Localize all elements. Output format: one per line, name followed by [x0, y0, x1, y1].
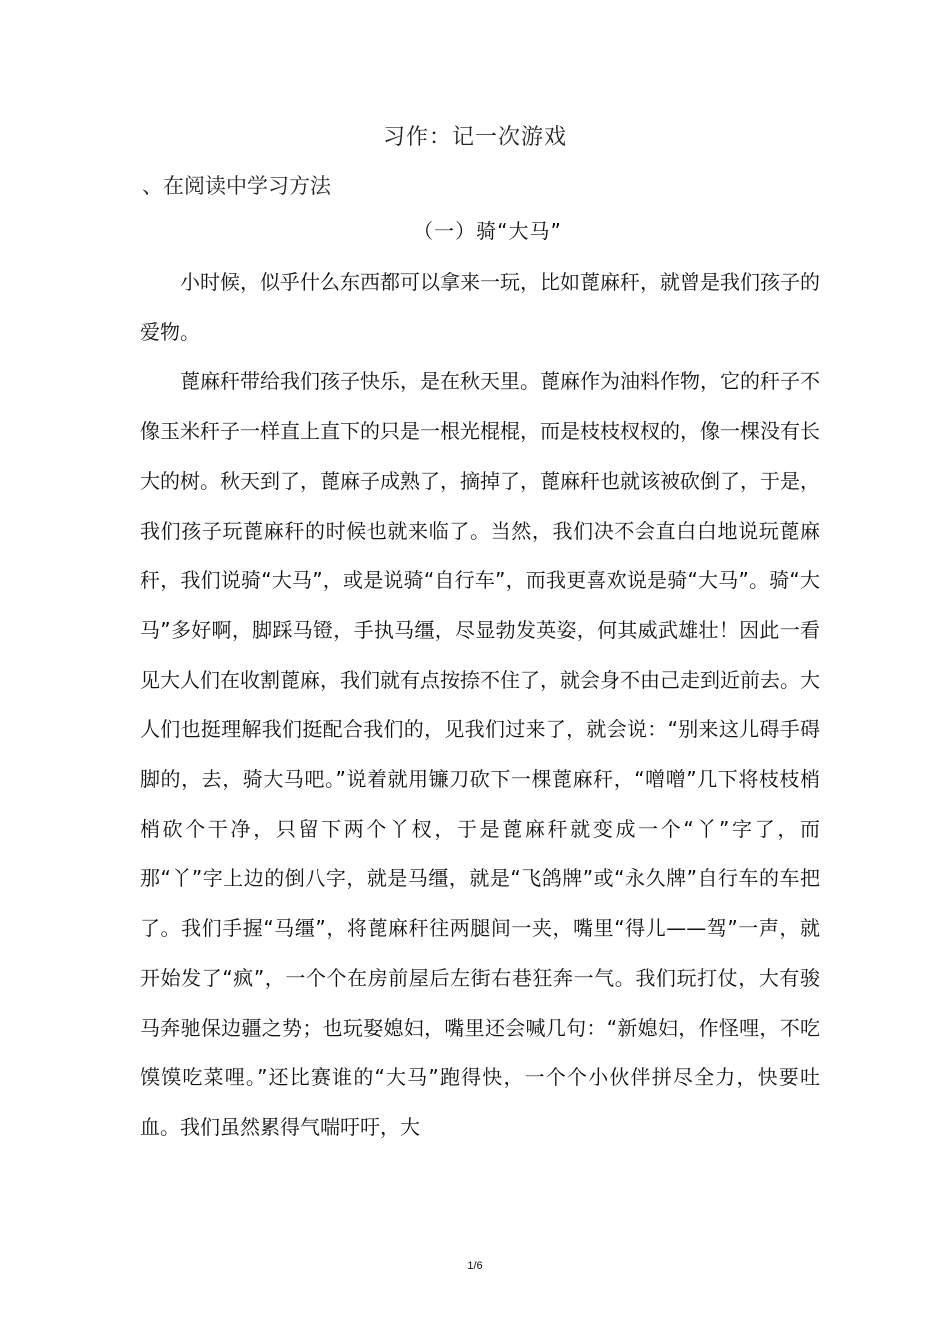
paragraph: 蓖麻秆带给我们孩子快乐，是在秋天里。蓖麻作为油料作物，它的秆子不像玉米秆子一样直上直下的只是一根光棍棍，而是枝枝杈杈的，像一棵没有长大的树。秋天到了，蓖麻子成熟了，摘掉了，蓖麻秆也就该被砍倒了，于是，我们孩子玩蓖麻秆的时候也就来临了。当然，我们决不会直白白地说玩蓖麻秆，我们说骑“大马”，或是说骑“自行车”，而我更喜欢说是骑“大马”。骑“大马”多好啊，脚踩马镫，手执马缰，尽显勃发英姿，何其威武雄壮！因此一看见大人们在收割蓖麻，我们就有点按捺不住了，就会身不由己走到近前去。大人们也挺理解我们挺配合我们的，见我们过来了，就会说：“别来这儿碍手碍脚的，去，骑大马吧。”说着就用镰刀砍下一棵蓖麻秆，“噌噌”几下将枝枝梢梢砍个干净，只留下两个丫杈，于是蓖麻秆就变成一个“丫”字了，而那“丫”字上边的倒八字，就是马缰，就是“飞鸽牌”或“永久牌”自行车的车把了。我们手握“马缰”，将蓖麻秆往两腿间一夹，嘴里“得儿——驾”一声，就开始发了“疯”，一个个在房前屋后左街右巷狂奔一气。我们玩打仗，大有骏马奔驰保边疆之势；也玩娶媳妇，嘴里还会喊几句：“新媳妇，作怪哩，不吃馍馍吃菜哩。”还比赛谁的“大马”跑得快，一个个小伙伴拼尽全力，快要吐血。我们虽然累得气喘吁吁，大	[140, 369, 820, 1139]
sub-heading: （一）骑“大马”	[413, 219, 562, 243]
page-number: 1/6	[467, 1260, 483, 1272]
body-text	[140, 258, 820, 1153]
section-heading: 、在阅读中学习方法	[142, 174, 331, 198]
paragraph: 小时候，似乎什么东西都可以拿来一玩，比如蓖麻秆，就曾是我们孩子的爱物。	[140, 270, 820, 344]
document-title: 习作：记一次游戏	[382, 125, 567, 150]
